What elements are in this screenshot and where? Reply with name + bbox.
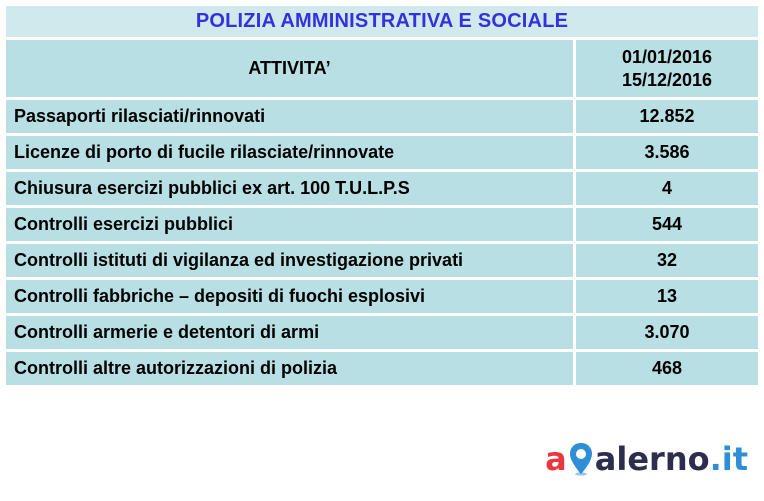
column-header-period <box>576 40 758 100</box>
column-header-activity: ATTIVITA’ <box>6 40 576 100</box>
table-row <box>6 316 758 352</box>
table-row <box>6 244 758 280</box>
table-row <box>6 172 758 208</box>
activity-table <box>6 40 758 388</box>
row-value: 13 <box>576 280 758 316</box>
row-value: 3.070 <box>576 316 758 352</box>
row-value: 12.852 <box>576 100 758 136</box>
row-label: Controlli armerie e detentori di armi <box>6 316 576 352</box>
row-label: Chiusura esercizi pubblici ex art. 100 T.U.L.P.S <box>6 172 576 208</box>
row-label: Controlli istituti di vigilanza ed investigazione privati <box>6 244 576 280</box>
logo-wordmark: alerno <box>594 440 710 478</box>
row-label: Licenze di porto di fucile rilasciate/rinnovate <box>6 136 576 172</box>
table-header-row <box>6 40 758 100</box>
row-label: Controlli esercizi pubblici <box>6 208 576 244</box>
table-row <box>6 280 758 316</box>
row-label: Controlli fabbriche – depositi di fuochi esplosivi <box>6 280 576 316</box>
row-value: 32 <box>576 244 758 280</box>
row-label: Passaporti rilasciati/rinnovati <box>6 100 576 136</box>
table-row <box>6 136 758 172</box>
table-row <box>6 352 758 388</box>
row-value: 544 <box>576 208 758 244</box>
logo-letter-a: a <box>545 440 567 478</box>
table-row <box>6 208 758 244</box>
table-row <box>6 100 758 136</box>
site-logo[interactable] <box>545 440 748 478</box>
page-title: POLIZIA AMMINISTRATIVA E SOCIALE <box>6 6 758 37</box>
logo-tld: .it <box>709 440 748 478</box>
row-value: 4 <box>576 172 758 208</box>
period-end: 15/12/2016 <box>621 69 713 90</box>
period-start: 01/01/2016 <box>621 46 713 67</box>
row-value: 3.586 <box>576 136 758 172</box>
report-sheet <box>6 6 758 388</box>
row-label: Controlli altre autorizzazioni di polizia <box>6 352 576 388</box>
row-value: 468 <box>576 352 758 388</box>
location-pin-icon <box>568 442 594 476</box>
